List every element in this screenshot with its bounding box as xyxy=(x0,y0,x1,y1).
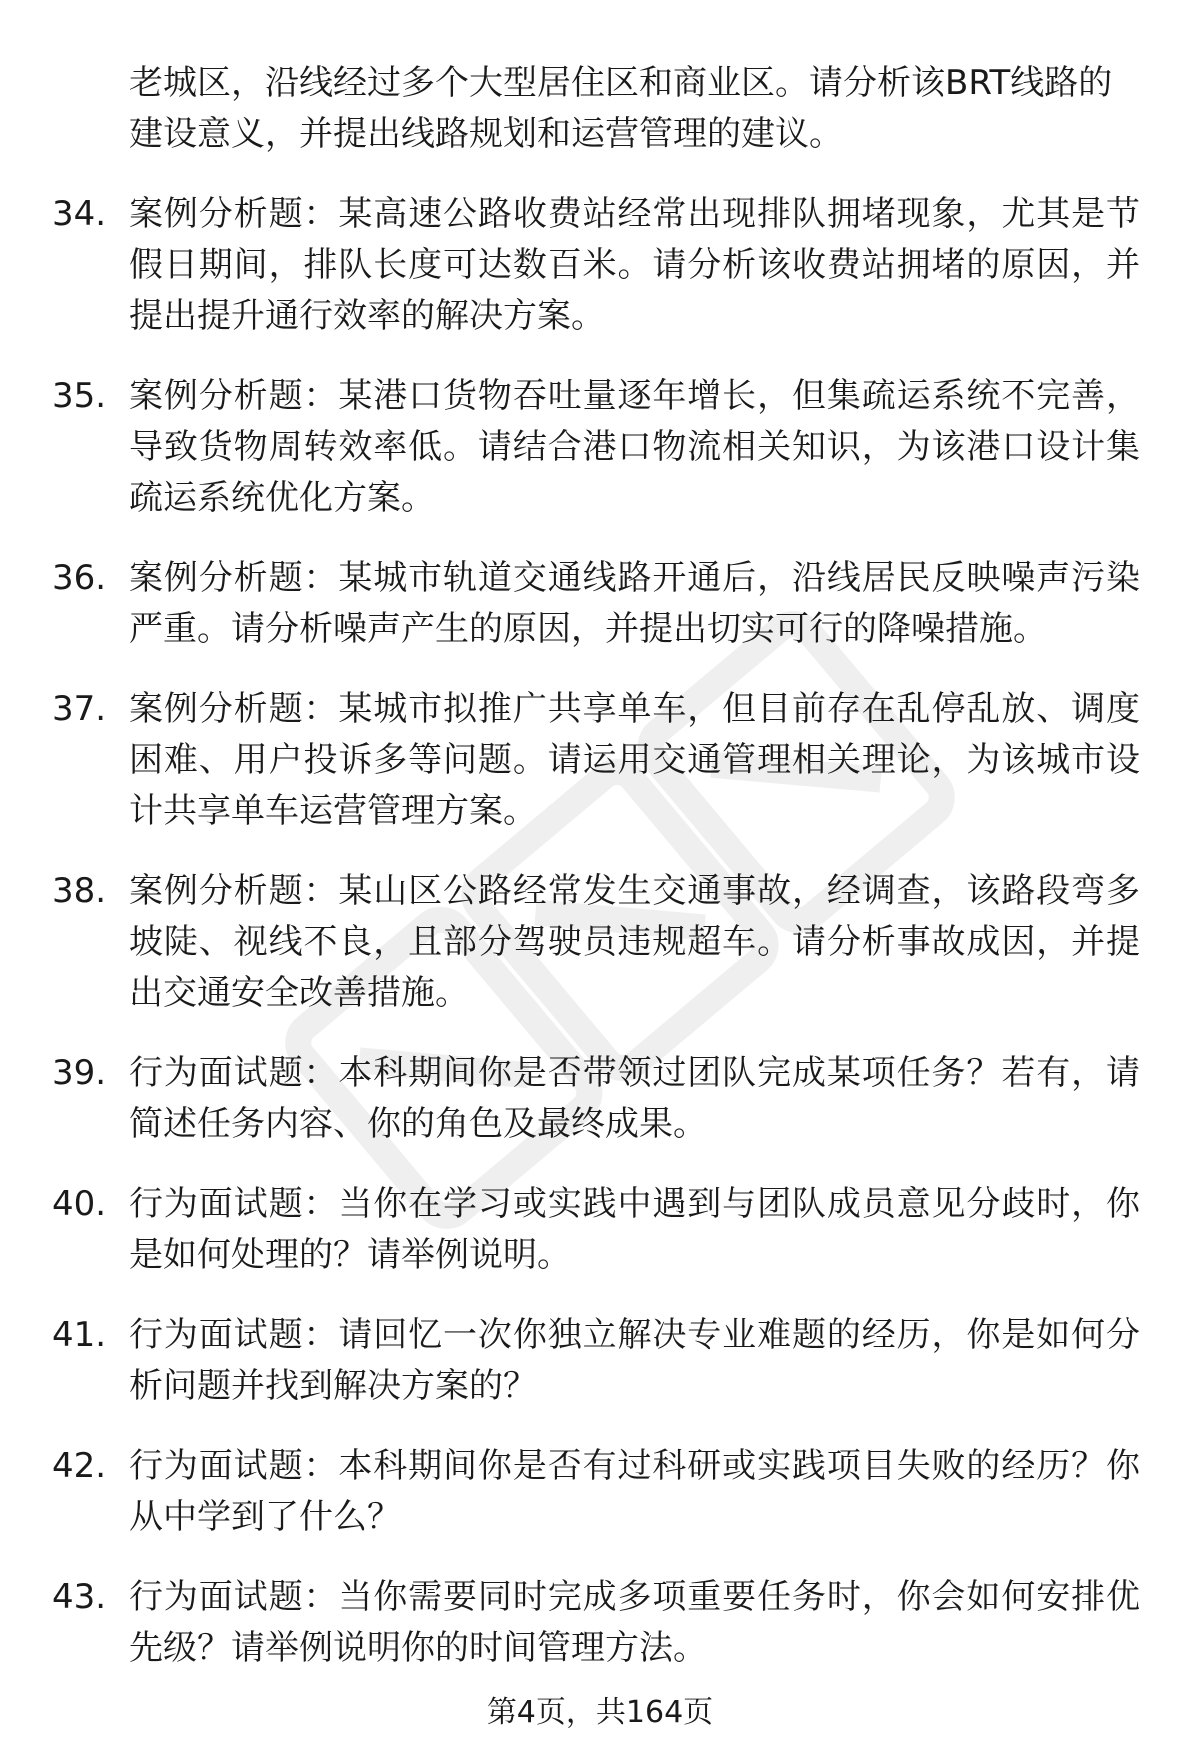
item-number: 42. xyxy=(52,1446,107,1486)
list-item xyxy=(0,866,1200,1019)
list-item xyxy=(0,1441,1200,1543)
item-number: 40. xyxy=(52,1184,107,1224)
item-number: 34. xyxy=(52,194,107,234)
page-number-footer: 第4页，共164页 xyxy=(486,1695,714,1730)
item-number: 43. xyxy=(52,1577,107,1617)
item-number: 41. xyxy=(52,1315,107,1355)
question-list xyxy=(0,58,1200,1703)
list-item xyxy=(0,1572,1200,1674)
item-text: 案例分析题：某高速公路收费站经常出现排队拥堵现象，尤其是节假日期间，排队长度可达数百米。请分析该收费站拥堵的原因，并提出提升通行效率的解决方案。 xyxy=(129,194,1140,336)
item-number: 35. xyxy=(52,376,107,416)
list-item xyxy=(0,1179,1200,1281)
item-number: 36. xyxy=(52,558,107,598)
list-item xyxy=(0,189,1200,342)
item-text: 行为面试题：当你在学习或实践中遇到与团队成员意见分歧时，你是如何处理的？请举例说明。 xyxy=(129,1184,1140,1275)
list-item xyxy=(0,684,1200,837)
item-number: 37. xyxy=(52,689,107,729)
item-text: 行为面试题：当你需要同时完成多项重要任务时，你会如何安排优先级？请举例说明你的时间管理方法。 xyxy=(129,1577,1140,1668)
item-number: 38. xyxy=(52,871,107,911)
item-text: 案例分析题：某城市拟推广共享单车，但目前存在乱停乱放、调度困难、用户投诉多等问题。请运用交通管理相关理论，为该城市设计共享单车运营管理方案。 xyxy=(129,689,1140,831)
list-item xyxy=(0,553,1200,655)
list-item xyxy=(0,1310,1200,1412)
item-text: 行为面试题：本科期间你是否带领过团队完成某项任务？若有，请简述任务内容、你的角色及最终成果。 xyxy=(129,1053,1140,1144)
list-item xyxy=(0,1048,1200,1150)
item-text: 行为面试题：请回忆一次你独立解决专业难题的经历，你是如何分析问题并找到解决方案的？ xyxy=(129,1315,1140,1406)
item-number: 39. xyxy=(52,1053,107,1093)
item-text: 案例分析题：某港口货物吞吐量逐年增长，但集疏运系统不完善，导致货物周转效率低。请结合港口物流相关知识，为该港口设计集疏运系统优化方案。 xyxy=(129,376,1140,518)
continuation-text: 老城区，沿线经过多个大型居住区和商业区。请分析该BRT线路的建设意义，并提出线路规划和运营管理的建议。 xyxy=(129,63,1113,154)
item-text: 案例分析题：某山区公路经常发生交通事故，经调查，该路段弯多坡陡、视线不良，且部分驾驶员违规超车。请分析事故成因，并提出交通安全改善措施。 xyxy=(129,871,1140,1013)
list-item xyxy=(0,371,1200,524)
item-text: 行为面试题：本科期间你是否有过科研或实践项目失败的经历？你从中学到了什么？ xyxy=(129,1446,1140,1537)
item-text: 案例分析题：某城市轨道交通线路开通后，沿线居民反映噪声污染严重。请分析噪声产生的原因，并提出切实可行的降噪措施。 xyxy=(129,558,1140,649)
